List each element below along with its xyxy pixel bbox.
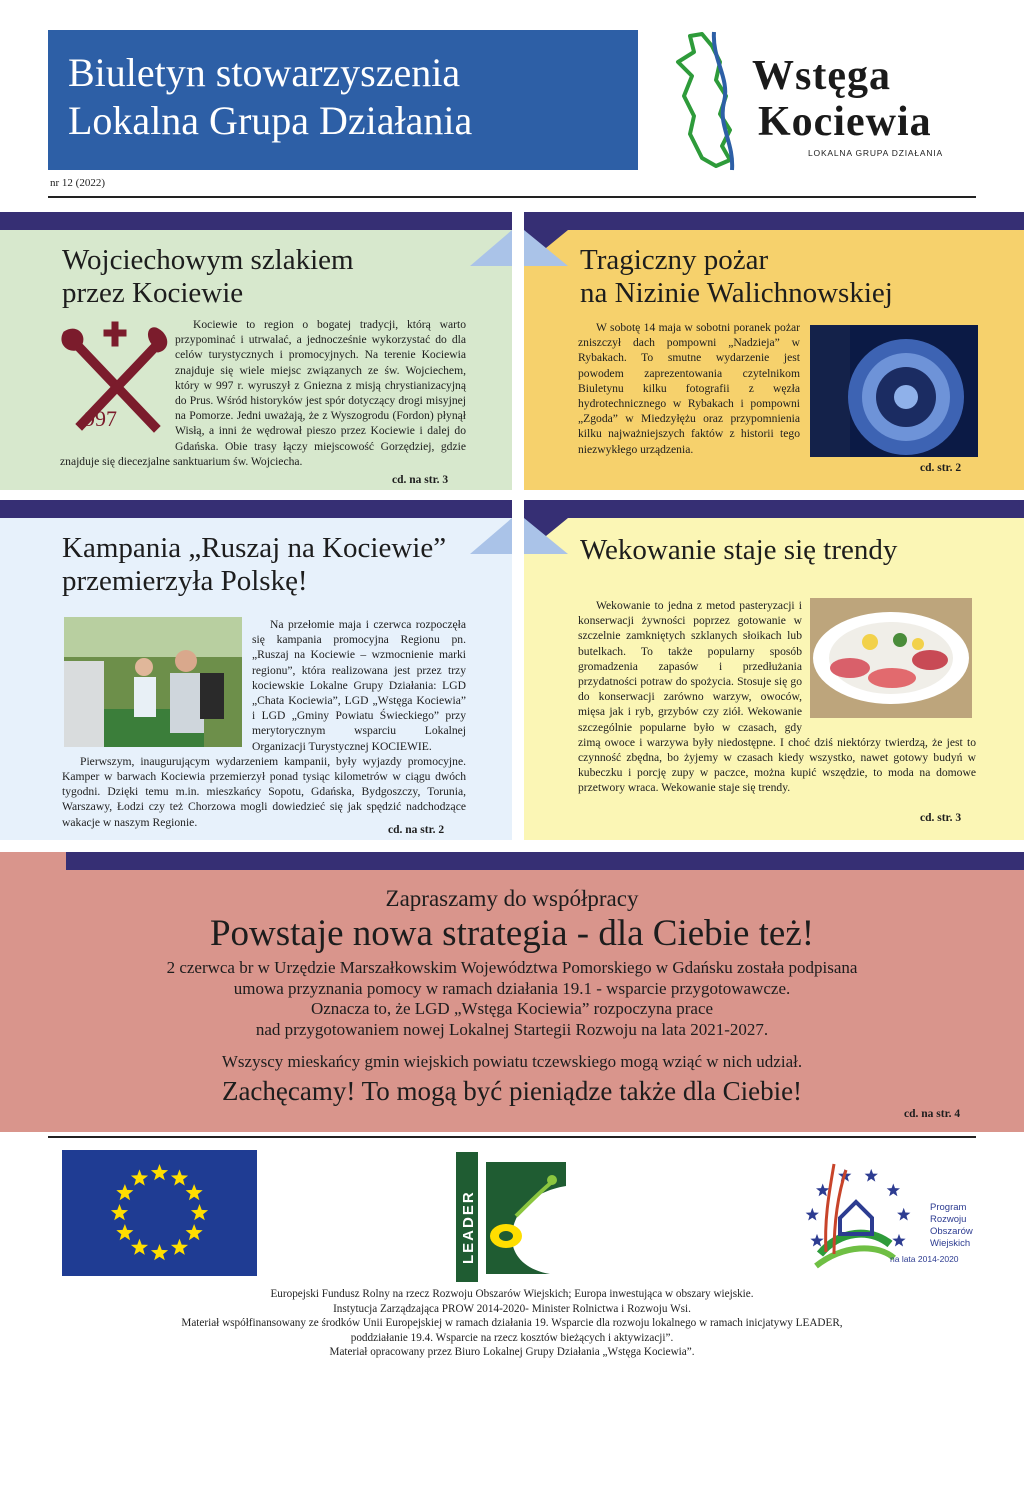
- pump-station-photo: [810, 325, 978, 457]
- article-paragraph: Na przełomie maja i czerwca rozpoczęła się kampania promocyjna Regionu pn. „Ruszaj na Kociewie – wzmocnienie marki regionu”, która realizowana jest przez trzy kociewskie Lokalne Grupy Działania: LGD „Chata Kociewia”, LGD „Wstęga Kociewia” i LGD „Gminy Powiatu Świeckiego” przy merytorycznym wsparciu Lokalnej Organizacji Turystycznej KOCIEWIE.: [252, 618, 466, 753]
- emblem-spacer: [60, 317, 175, 441]
- footer-line: Instytucja Zarządzająca PROW 2014-2020- Minister Rolnictwa i Rozwoju Wsi.: [333, 1302, 691, 1315]
- prow-years: na lata 2014-2020: [890, 1254, 959, 1264]
- star-icon: [887, 1184, 900, 1197]
- article-paragraph: W sobotę 14 maja w sobotni poranek pożar zniszczył dach pompowni „Nadzieja” w Rybakach. To smutne wydarzenie jest powodem zaprezentowania czytelnikom Biuletynu kilku fotografii z węzła hydrotechnicznego w Rybakach i pompowni „Zgoda” w Miedzyłężu oraz przypomnienia kilku najważniejszych faktów z historii tego niezwykłego urządzenia.: [578, 321, 800, 456]
- footer-divider: [48, 1136, 976, 1138]
- article-body: [578, 320, 800, 457]
- star-icon: [892, 1234, 905, 1247]
- star-icon: [151, 1244, 168, 1260]
- bulletin-title-line2: Lokalna Grupa Działania: [68, 98, 473, 143]
- leader-logo: [456, 1152, 574, 1282]
- invite-line: Oznacza to, że LGD „Wstęga Kociewia” rozpoczyna prace: [310, 999, 714, 1018]
- panel-top-bar: [0, 212, 512, 230]
- article-kampania-ruszaj: [0, 500, 512, 840]
- continue-link[interactable]: cd. na str. 3: [392, 474, 449, 486]
- article-title: Wekowanie staje się trendy: [580, 534, 898, 566]
- article-title: Kampania „Ruszaj na Kociewie” przemierzyła Polskę!: [62, 532, 447, 597]
- bulletin-title-line1: Biuletyn stowarzyszenia: [68, 50, 461, 95]
- invite-cta: Zachęcamy! To mogą być pieniądze także dla Ciebie!: [221, 1076, 803, 1106]
- star-icon: [897, 1208, 910, 1221]
- corner-fold-decoration: [524, 518, 568, 554]
- article-paragraph: Wekowanie to jedna z metod pasteryzacji i konserwacji żywności poprzez gotowanie w szczelnie zamkniętych szklanych słoikach lub butelkach. To także popularny sposób gromadzenia zapasów i przedłużania przydatności potraw do spożycia. Stosuje się go do konserwacji zarówno warzyw, owoców, mięsa jak i ryb, grzybów czy ziół. Wekowanie szczególnie popularne było w czasach, gdy zimą owoce i warzywa były niedostępne. I choć dziś niektórzy twierdzą, że jest to czynność zbędna, bo żyjemy w czasach kiedy wszystko, nawet gotowy budyń w kubeczku i porcję zupy w paczce, można kupić wszędzie, to moda na domowe przetwory wraca. Wekowanie staje się trendy.: [578, 599, 976, 795]
- invite-line: umowa przyznania pomocy w ramach działania 19.1 - wsparcie przygotowawcze.: [233, 978, 791, 998]
- panel-top-bar: [66, 852, 1024, 870]
- star-icon: [131, 1169, 148, 1185]
- star-icon: [151, 1164, 168, 1180]
- article-paragraph: Kociewie to region o bogatej tradycji, którą warto przypominać i utrwalać, a jednocześnie wykorzystać do dla celów turystycznych i promocyjnych. Na terenie Kociewia znajduje się wiele miejsc związanych ze św. Wojciechem, który w 997 r. wyruszył z Gniezna z misją chrystianizacyjną do Prus. Wśród historyków jest spór dotyczący drogi misyjnej na Pomorze. Jedni uważają, że z Wyszogrodu (Fordon) płynął Wisłą, a inni że wędrował pieszo przez Kociewie i dalej do Gdańska. Obie trasy łączy miejscowość Gorzędziej, gdzie znajduje się diecezjalne sanktuarium św. Wojciecha.: [60, 318, 466, 468]
- logo-name-line1: Wstęga: [752, 53, 891, 99]
- continue-link[interactable]: cd. na str. 4: [904, 1108, 961, 1120]
- issue-number: nr 12 (2022): [50, 177, 105, 189]
- article-wekowanie: [524, 500, 1024, 840]
- article-body: [62, 617, 466, 830]
- star-icon: [191, 1204, 208, 1220]
- star-icon: [806, 1208, 819, 1221]
- star-icon: [111, 1204, 128, 1220]
- star-icon: [116, 1184, 133, 1200]
- invite-eligibility: Wszyscy mieskańcy gmin wiejskich powiatu tczewskiego mogą wziąć w nich udział.: [221, 1052, 803, 1071]
- continue-link[interactable]: cd. na str. 2: [388, 824, 445, 836]
- footer-line: Materiał opracowany przez Biuro Lokalnej Grupy Działania „Wstęga Kociewia”.: [329, 1346, 695, 1359]
- footer-line: poddziałanie 19.4. Wsparcie na rzecz kosztów bieżących i aktywizacji”.: [350, 1331, 674, 1344]
- star-icon: [810, 1234, 823, 1247]
- prow-2014-2020-logo: [790, 1158, 978, 1276]
- invite-body: [0, 958, 1024, 1040]
- eu-flag-logo: [62, 1150, 257, 1276]
- prow-line-1: Program: [930, 1202, 967, 1213]
- photo-spacer: [62, 617, 252, 749]
- logo-name-line2: Kociewia: [758, 99, 932, 145]
- prow-line-3: Obszarów: [930, 1226, 973, 1237]
- panel-top-bar: [524, 212, 1024, 230]
- corner-fold-decoration: [470, 518, 512, 554]
- panel-top-bar: [0, 500, 512, 518]
- invite-line: 2 czerwca br w Urzędzie Marszałkowskim Województwa Pomorskiego w Gdańsku została podpisana: [166, 958, 858, 977]
- article-body: [60, 317, 466, 469]
- star-icon: [865, 1169, 878, 1182]
- invite-line: nad przygotowaniem nowej Lokalnej Startegii Rozwoju na lata 2021-2027.: [255, 1019, 769, 1039]
- prow-line-2: Rozwoju: [930, 1214, 967, 1225]
- photo-spacer: [802, 598, 976, 724]
- article-title: Wojciechowym szlakiem przez Kociewie: [62, 244, 354, 309]
- star-icon: [171, 1239, 188, 1255]
- invite-headline: Powstaje nowa strategia - dla Ciebie też!: [209, 913, 815, 954]
- corner-fold-decoration: [470, 230, 512, 266]
- star-icon: [186, 1224, 203, 1240]
- article-title: Tragiczny pożar na Nizinie Walichnowskiej: [580, 244, 893, 309]
- continue-link[interactable]: cd. str. 3: [920, 812, 962, 824]
- bulletin-title-box: [48, 30, 638, 170]
- star-icon: [171, 1169, 188, 1185]
- article-paragraph: Pierwszym, inaugurującym wydarzeniem kampanii, były wyjazdy promocyjne. Kamper w barwach Kociewia przemierzył ponad tysiąc kilometrów w ciągu dwóch tygodni. Dzięki temu m.in. mieszkańcy Sopotu, Gdańska, Bydgoszczy, Torunia, Warszawy, Łodzi czy też Chorzowa mogli dowiedzieć się jak spędzić nadchodzące wakacje w naszym Regionie.: [62, 754, 466, 829]
- logo-subtitle: LOKALNA GRUPA DZIAŁANIA: [808, 148, 943, 158]
- leader-text: LEADER: [460, 1190, 477, 1264]
- footer-line: Materiał współfinansowany ze środków Unii Europejskiej w ramach działania 19. Wsparcie dla rozwoju lokalnego w ramach inicjatywy LEADER,: [181, 1317, 843, 1330]
- header-divider: [48, 196, 976, 198]
- star-icon: [816, 1184, 829, 1197]
- star-icon: [116, 1224, 133, 1240]
- emblem-number: 997: [84, 406, 117, 431]
- panel-top-bar: [524, 500, 1024, 518]
- article-tragiczny-pozar: [524, 212, 1024, 490]
- prow-line-4: Wiejskich: [930, 1238, 971, 1249]
- star-icon: [131, 1239, 148, 1255]
- footer-line: Europejski Fundusz Rolny na rzecz Rozwoju Obszarów Wiejskich; Europa inwestująca w obszary wiejskie.: [270, 1288, 754, 1300]
- strategy-invitation-section: [0, 852, 1024, 1132]
- footer-credits: [0, 1287, 1024, 1360]
- continue-link[interactable]: cd. str. 2: [920, 462, 962, 474]
- corner-fold-decoration: [524, 230, 568, 266]
- article-body: [578, 598, 976, 796]
- star-icon: [186, 1184, 203, 1200]
- article-wojciechowym-szlakiem: [0, 212, 512, 490]
- invite-kicker: Zapraszamy do współpracy: [385, 886, 639, 911]
